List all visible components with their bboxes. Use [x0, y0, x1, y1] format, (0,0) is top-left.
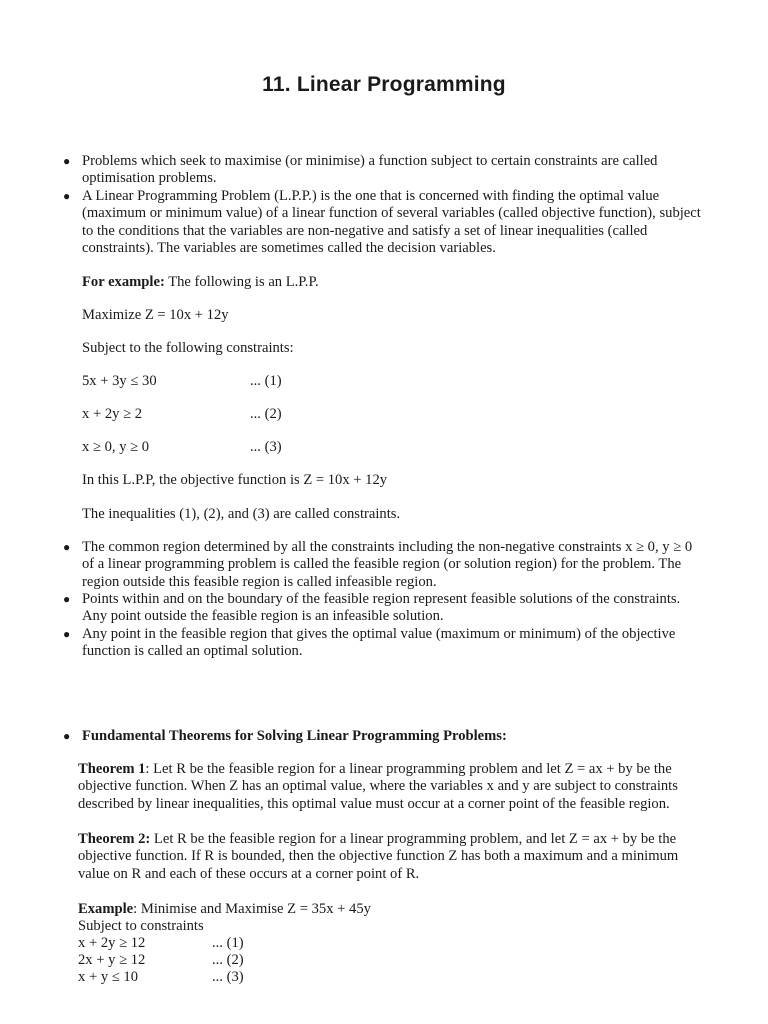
constraint-expr: x + 2y ≥ 2 [82, 406, 143, 422]
text-line: to the conditions that the variables are non-negative and satisfy a set of linear inequalities (called [82, 222, 648, 239]
example-2-text: : Minimise and Maximise Z = 35x + 45y [133, 901, 371, 917]
text-line: A Linear Programming Problem (L.P.P.) is the one that is concerned with finding the optimal value [82, 188, 660, 204]
text-line: The common region determined by all the constraints including the non-negative constraints x ≥ 0, y ≥ 0 [82, 539, 693, 555]
feasible-bullet-3 [82, 626, 675, 661]
text-line: : Let R be the feasible region for a linear programming problem and let Z = ax + by be the [145, 761, 672, 777]
constraint-expr: x + 2y ≥ 12 [78, 935, 146, 951]
constraint-tag: ... (1) [250, 373, 282, 389]
feasible-bullet-2 [82, 591, 680, 626]
example-2 [78, 901, 371, 936]
constraint-expr: x + y ≤ 10 [78, 969, 139, 985]
constraint-expr: 5x + 3y ≤ 30 [82, 373, 157, 389]
text-line: described by linear inequalities, this optimal value must occur at a corner point of the feasible region. [78, 795, 670, 812]
text-line: Problems which seek to maximise (or minimise) a function subject to certain constraints are called [82, 153, 658, 169]
page-title: 11. Linear Programming [262, 73, 506, 96]
feasible-bullet-1 [82, 539, 692, 591]
text-line: Points within and on the boundary of the feasible region represent feasible solutions of the constraints. [82, 591, 681, 607]
text-line: value on R and each of these occurs at a corner point of R. [78, 865, 420, 882]
theorem-2-label: Theorem 2: [78, 831, 151, 847]
example-intro [82, 274, 319, 291]
example-text: The following is an L.P.P. [164, 274, 319, 290]
subject-to-label: Subject to constraints [78, 918, 204, 935]
text-line: function is called an optimal solution. [82, 643, 303, 660]
constraint-tag: ... (1) [212, 935, 244, 951]
constraint-tag: ... (2) [250, 406, 282, 422]
text-line: region outside this feasible region is called infeasible region. [82, 573, 437, 590]
bullet-icon: ● [63, 154, 71, 168]
bullet-icon: ● [63, 189, 71, 203]
constraint-tag: ... (3) [212, 969, 244, 985]
intro-bullet-1 [82, 153, 657, 188]
example-2-label: Example [78, 901, 134, 917]
text-line: of a linear programming problem is called the feasible region (or solution region) for the problem. The [82, 556, 682, 573]
objective-note: In this L.P.P, the objective function is Z = 10x + 12y [82, 472, 388, 488]
constraint-expr: x ≥ 0, y ≥ 0 [82, 439, 150, 455]
text-line: constraints). The variables are sometimes called the decision variables. [82, 240, 496, 257]
example-label: For example: [82, 274, 165, 290]
text-line: Any point outside the feasible region is an infeasible solution. [82, 608, 444, 625]
text-line: optimisation problems. [82, 170, 217, 187]
constraint-tag: ... (2) [212, 952, 244, 968]
theorem-1 [78, 761, 678, 813]
theorem-2 [78, 831, 678, 883]
constraint-tag: ... (3) [250, 439, 282, 455]
text-line: Any point in the feasible region that gives the optimal value (maximum or minimum) of the objective [82, 626, 676, 642]
text-line: objective function. If R is bounded, then the objective function Z has both a maximum and a minimum [78, 848, 679, 865]
objective-function: Maximize Z = 10x + 12y [82, 307, 229, 323]
bullet-icon: ● [63, 729, 71, 743]
text-line: objective function. When Z has an optimal value, where the variables x and y are subject to constraints [78, 778, 678, 795]
bullet-icon: ● [63, 540, 71, 554]
subject-to-label: Subject to the following constraints: [82, 340, 294, 356]
text-line: (maximum or minimum value) of a linear function of several variables (called objective function), subject [82, 205, 701, 222]
theorem-1-label: Theorem 1 [78, 761, 146, 777]
text-line: Let R be the feasible region for a linear programming problem, and let Z = ax + by be the [150, 831, 677, 847]
intro-bullet-2 [82, 188, 701, 258]
constraint-expr: 2x + y ≥ 12 [78, 952, 146, 968]
bullet-icon: ● [63, 592, 71, 606]
constraints-note: The inequalities (1), (2), and (3) are called constraints. [82, 506, 401, 522]
bullet-icon: ● [63, 627, 71, 641]
theorems-heading: Fundamental Theorems for Solving Linear Programming Problems: [82, 728, 507, 744]
